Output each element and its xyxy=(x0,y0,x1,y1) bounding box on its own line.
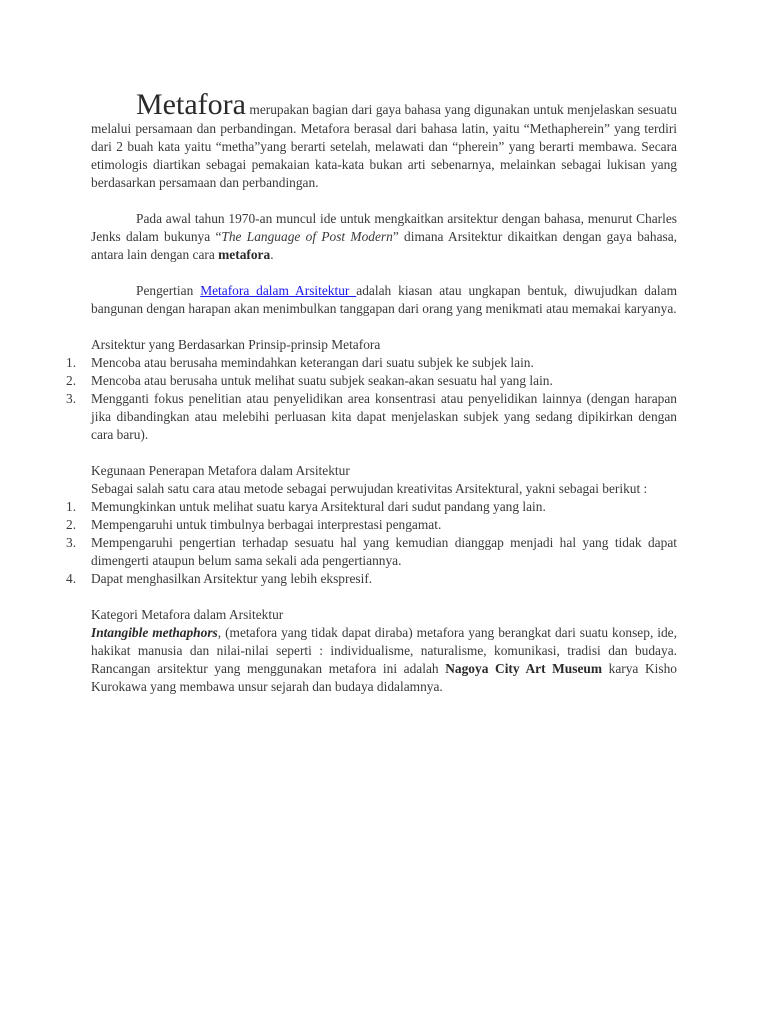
list-item: 3. Mempengaruhi pengertian terhadap sesuatu hal yang kemudian dianggap menjadi hal yang tidak dapat dimengerti ataupun belum sama sekali ada pengertiannya. xyxy=(66,535,677,568)
intro-text: merupakan bagian dari gaya bahasa yang digunakan untuk menjelaskan sesuatu melalui persamaan dan perbandingan. Metafora berasal dari bahasa latin, yaitu “Methapherein” yang terdiri dari 2 buah kata yaitu “metha”yang berarti setelah, melawati dan “pherein” yang berarti membawa. Secara etimologis diartikan sebagai pemakaian kata-kata bukan arti sebenarnya, melainkan sebagai lukisan yang berdasarkan persamaan dan perbandingan. xyxy=(91,102,677,190)
list-item: 3. Mengganti fokus penelitian atau penyelidikan area konsentrasi atau penyelidikan lainnya (dengan harapan jika dibandingkan atau melebihi perluasan kita dapat menjelaskan subjek yang sedang dipikirkan dengan cara baru). xyxy=(66,391,677,442)
metafora-bold: metafora xyxy=(218,247,271,262)
section2-intro: Sebagai salah satu cara atau metode sebagai perwujudan kreativitas Arsitektural, yakni sebagai berikut : xyxy=(91,481,648,496)
metafora-arsitektur-link[interactable]: Metafora dalam Arsitektur xyxy=(200,283,357,298)
list-item: 4. Dapat menghasilkan Arsitektur yang lebih ekspresif. xyxy=(66,571,373,586)
intro-paragraph xyxy=(91,90,677,192)
nagoya-museum-bold: Nagoya City Art Museum xyxy=(445,661,602,676)
definition-text-before: Pengertian xyxy=(136,283,201,298)
jenks-paragraph xyxy=(91,210,677,264)
jenks-text-before: Pada awal tahun 1970-an muncul ide untuk mengkaitkan arsitektur dengan bahasa, menurut Charles Jenks dalam bukunya “ xyxy=(91,211,677,244)
definition-text-after: adalah kiasan atau ungkapan bentuk, diwujudkan dalam bangunan dengan harapan akan menimbulkan tanggapan dari orang yang menikmati atau memakai karyanya. xyxy=(91,283,677,316)
book-title: The Language of Post Modern xyxy=(221,229,393,244)
section3-text-end: karya Kisho Kurokawa yang membawa unsur sejarah dan budaya didalamnya. xyxy=(91,661,677,694)
list-item: 2. Mempengaruhi untuk timbulnya berbagai interprestasi pengamat. xyxy=(66,517,442,532)
jenks-text-end: . xyxy=(270,247,274,262)
jenks-text-middle: ” dimana Arsitektur dikaitkan dengan gaya bahasa, antara lain dengan cara xyxy=(91,229,678,262)
intangible-term: Intangible methaphors xyxy=(91,625,218,640)
section3-text: , (metafora yang tidak dapat diraba) metafora yang berangkat dari suatu konsep, ide, hakikat manusia dan nilai-nilai seperti : individualisme, naturalisme, komunikasi, tradisi dan budaya. Rancangan arsitektur yang menggunakan metafora ini adalah xyxy=(91,625,677,676)
list-item: 1. Memungkinkan untuk melihat suatu karya Arsitektural dari sudut pandang yang lain. xyxy=(66,499,546,514)
list-item: 2. Mencoba atau berusaha untuk melihat suatu subjek seakan-akan sesuatu hal yang lain. xyxy=(66,373,553,388)
section1-list xyxy=(66,354,677,444)
section3-paragraph xyxy=(91,624,677,696)
section3-heading: Kategori Metafora dalam Arsitektur xyxy=(91,607,284,622)
section2-list xyxy=(66,498,677,588)
definition-paragraph xyxy=(91,282,677,318)
section1-heading: Arsitektur yang Berdasarkan Prinsip-prinsip Metafora xyxy=(91,337,381,352)
intro-title-word: Metafora xyxy=(136,88,246,121)
section2-heading: Kegunaan Penerapan Metafora dalam Arsitektur xyxy=(91,463,350,478)
list-item: 1. Mencoba atau berusaha memindahkan keterangan dari suatu subjek ke subjek lain. xyxy=(66,355,534,370)
